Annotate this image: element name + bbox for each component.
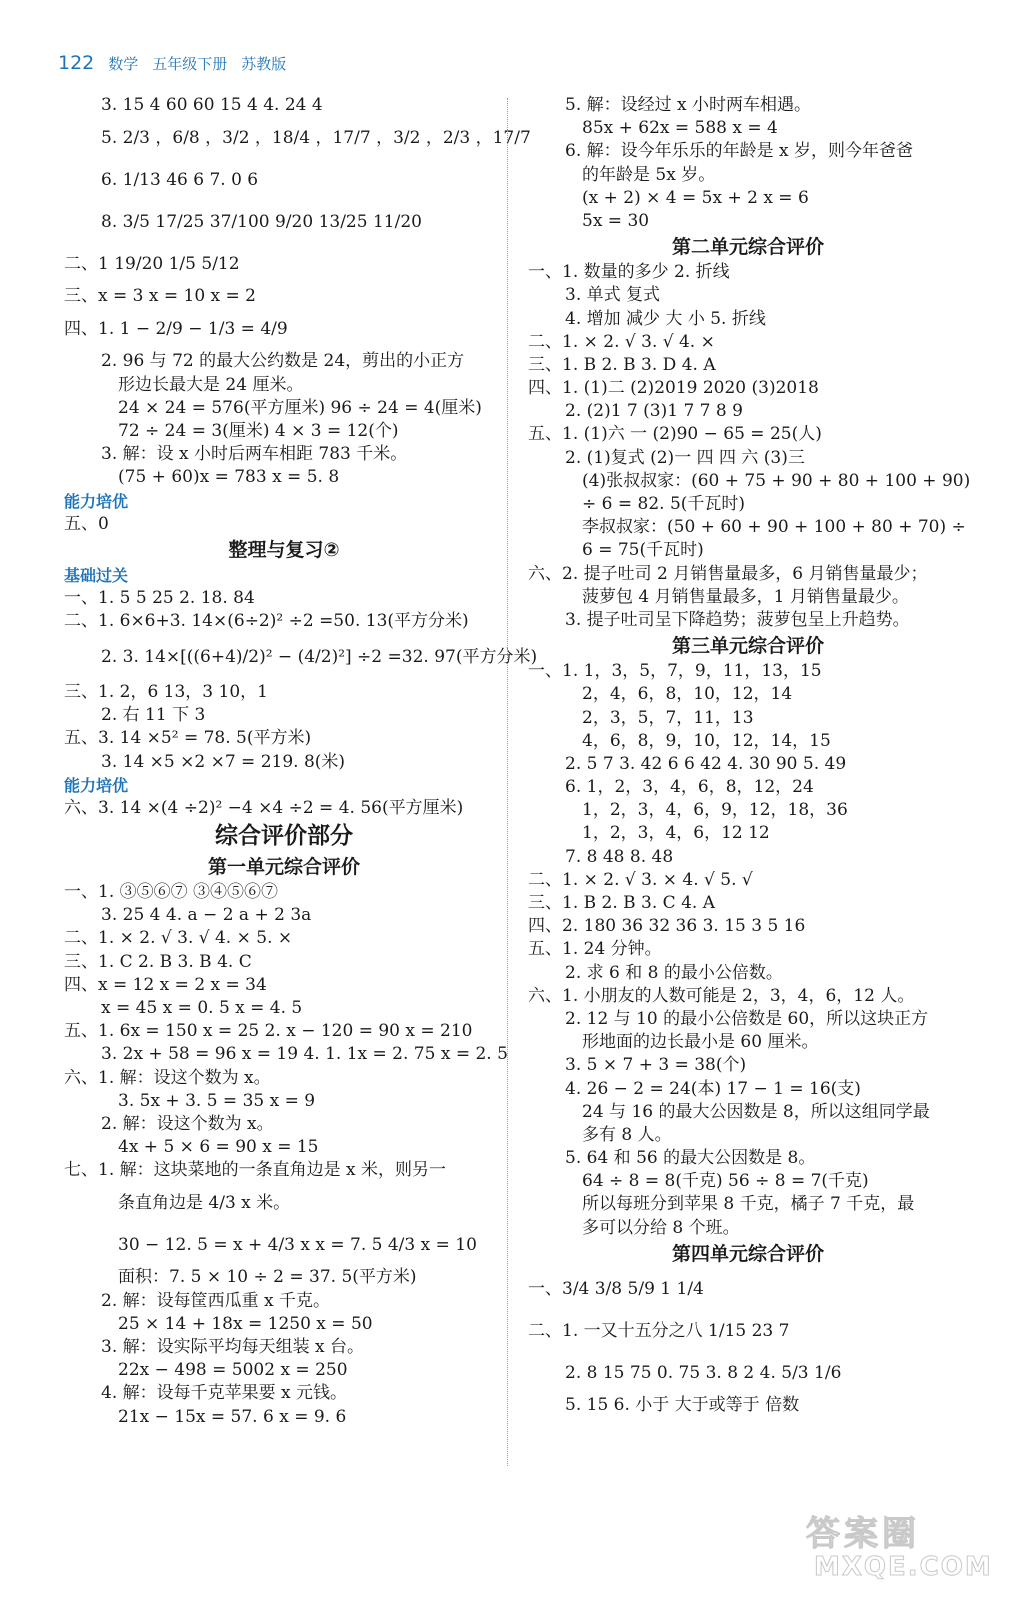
answer-line: 21x − 15x = 57. 6 x = 9. 6 — [118, 1406, 347, 1427]
answer-line: 菠萝包 4 月销售量最多，1 月销售量最少。 — [582, 586, 909, 607]
answer-line: 3. 5 × 7 + 3 = 38(个) — [565, 1055, 747, 1076]
answer-line: 四、x = 12 x = 2 x = 34 — [64, 974, 267, 995]
answer-line: 形地面的边长最小是 60 厘米。 — [582, 1032, 819, 1053]
edition-label: 苏教版 — [241, 55, 287, 73]
right-answer-column — [528, 94, 971, 1417]
section-heading: 第四单元综合评价 — [671, 1242, 824, 1265]
answer-line: 一、1. 1，3，5，7，9，11，13，15 — [528, 661, 822, 682]
watermark-text: 答案圈 — [806, 1514, 920, 1554]
answer-line: 3. 25 4 4. a − 2 a + 2 3a — [101, 905, 312, 926]
answer-line: 二、1. 一又十五分之八 1/15 23 7 — [528, 1320, 790, 1341]
answer-line: (75 + 60)x = 783 x = 5. 8 — [118, 467, 340, 488]
answer-line: 6. 1/13 46 6 7. 0 6 — [101, 170, 259, 191]
answer-line: 85x + 62x = 588 x = 4 — [582, 118, 778, 139]
subsection-label: 能力培优 — [64, 491, 129, 511]
answer-line: x = 45 x = 0. 5 x = 4. 5 — [101, 997, 303, 1018]
answer-line: 一、1. 数量的多少 2. 折线 — [528, 262, 730, 283]
answer-line: 七、1. 解：这块菜地的一条直角边是 x 米，则另一 — [64, 1160, 447, 1181]
answer-line: 2. 5 7 3. 42 6 6 42 4. 30 90 5. 49 — [565, 753, 847, 774]
answer-line: 3. 单式 复式 — [565, 285, 661, 306]
answer-line: 一、1. 5 5 25 2. 18. 84 — [64, 587, 255, 608]
answer-line: 条直角边是 4/3 x 米。 — [118, 1193, 291, 1214]
answer-line: 二、1. 6×6+3. 14×(6÷2)² ÷2 =50. 13(平方分米) — [64, 610, 469, 631]
answer-line: 6. 1，2，3，4，6，8，12，24 — [565, 777, 814, 798]
answer-line: 2. 解：设这个数为 x。 — [101, 1113, 274, 1134]
answer-line: 1，2，3，4，6，9，12，18，36 — [582, 800, 848, 821]
answer-line: 5. 解：设经过 x 小时两车相遇。 — [565, 95, 812, 115]
column-divider — [507, 98, 508, 1466]
answer-line: (4)张叔叔家：(60 + 75 + 90 + 80 + 100 + 90) — [582, 470, 971, 491]
answer-line: 4. 26 − 2 = 24(本) 17 − 1 = 16(支) — [565, 1078, 861, 1099]
answer-line: 六、2. 提子吐司 2 月销售量最多，6 月销售量最少； — [528, 563, 928, 584]
answer-line: 3. 解：设 x 小时后两车相距 783 千米。 — [101, 444, 408, 465]
grade-label: 五年级下册 — [152, 55, 228, 73]
answer-line: 3. 14 ×5 ×2 ×7 = 219. 8(米) — [101, 751, 346, 772]
answer-line: 1，2，3，4，6，12 12 — [582, 823, 770, 844]
answer-line: 一、3/4 3/8 5/9 1 1/4 — [528, 1278, 704, 1299]
answer-line: 3. 2x + 58 = 96 x = 19 4. 1. 1x = 2. 75 x = 2. 5 — [101, 1044, 508, 1065]
answer-line: 三、1. B 2. B 3. C 4. A — [528, 893, 715, 913]
answer-line: 64 ÷ 8 = 8(千克) 56 ÷ 8 = 7(千克) — [582, 1171, 869, 1192]
watermark-url: MXQE.COM — [814, 1552, 993, 1582]
section-heading: 综合评价部分 — [215, 823, 353, 849]
answer-line: 3. 解：设实际平均每天组装 x 台。 — [101, 1337, 365, 1357]
answer-line: 一、1. ③⑤⑥⑦ ③④⑤⑥⑦ — [64, 882, 279, 902]
answer-line: 3. 提子吐司呈下降趋势；菠萝包呈上升趋势。 — [565, 609, 910, 630]
answer-line: 五、0 — [64, 513, 109, 534]
answer-line: 4. 增加 减少 大 小 5. 折线 — [565, 308, 766, 329]
answer-line: 六、1. 小朋友的人数可能是 2，3，4，6，12 人。 — [528, 985, 915, 1006]
answer-line: 多可以分给 8 个班。 — [582, 1217, 740, 1238]
subject-label: 数学 — [108, 55, 139, 73]
answer-line: 二、1. × 2. √ 3. √ 4. × — [528, 331, 715, 352]
subsection-label: 基础过关 — [64, 565, 129, 585]
page-number: 122 — [58, 52, 95, 74]
answer-line: 24 与 16 的最大公因数是 8，所以这组同学最 — [582, 1101, 930, 1122]
answer-line: 2. 右 11 下 3 — [101, 705, 206, 726]
answer-line: (x + 2) × 4 = 5x + 2 x = 6 — [582, 187, 809, 208]
answer-line: 五、1. 6x = 150 x = 25 2. x − 120 = 90 x = 210 — [64, 1021, 473, 1042]
answer-line: 面积：7. 5 × 10 ÷ 2 = 37. 5(平方米) — [118, 1267, 417, 1288]
answer-line: 五、3. 14 ×5² = 78. 5(平方米) — [64, 728, 312, 749]
answer-line: 五、1. (1)六 一 (2)90 − 65 = 25(人) — [528, 424, 822, 445]
answer-line: 四、1. (1)二 (2)2019 2020 (3)2018 — [528, 378, 819, 399]
section-heading: 第三单元综合评价 — [671, 635, 824, 658]
answer-line: 2. 求 6 和 8 的最小公倍数。 — [565, 962, 783, 983]
answer-line: 四、1. 1 − 2/9 − 1/3 = 4/9 — [64, 319, 288, 340]
answer-line: 24 × 24 = 576(平方厘米) 96 ÷ 24 = 4(厘米) — [118, 397, 482, 418]
answer-line: 6 = 75(千瓦时) — [582, 540, 704, 561]
answer-line: 4. 解：设每千克苹果要 x 元钱。 — [101, 1383, 348, 1404]
answer-line: 三、x = 3 x = 10 x = 2 — [64, 286, 256, 307]
answer-line: 三、1. C 2. B 3. B 4. C — [64, 951, 252, 972]
answer-line: 6. 解：设今年乐乐的年龄是 x 岁，则今年爸爸 — [565, 141, 914, 162]
answer-line: 二、1. × 2. √ 3. × 4. √ 5. √ — [528, 869, 753, 890]
answer-line: 所以每班分到苹果 8 千克，橘子 7 千克，最 — [582, 1194, 915, 1215]
answer-line: 4x + 5 × 6 = 90 x = 15 — [118, 1137, 319, 1158]
subsection-label: 能力培优 — [64, 775, 129, 795]
page-header — [58, 52, 286, 82]
answer-line: 5. 2/3 ，6/8 ，3/2 ，18/4 ，17/7 ，3/2 ，2/3 ，17/7 — [101, 128, 531, 149]
answer-line: 5. 15 6. 小于 大于或等于 倍数 — [565, 1394, 800, 1415]
answer-line: 8. 3/5 17/25 37/100 9/20 13/25 11/20 — [101, 212, 422, 233]
answer-line: 五、1. 24 分钟。 — [528, 939, 662, 960]
watermark-logo — [806, 1504, 1006, 1586]
answer-line: 三、1. B 2. B 3. D 4. A — [528, 354, 716, 375]
answer-line: 2. 12 与 10 的最小公倍数是 60，所以这块正方 — [565, 1008, 929, 1029]
answer-line: 2. 8 15 75 0. 75 3. 8 2 4. 5/3 1/6 — [565, 1362, 842, 1383]
section-heading: 整理与复习② — [228, 538, 340, 561]
answer-line: 形边长最大是 24 厘米。 — [118, 374, 304, 395]
answer-line: 3. 15 4 60 60 15 4 4. 24 4 — [101, 95, 323, 115]
answer-line: 三、1. 2，6 13，3 10，1 — [64, 682, 268, 703]
answer-line: 2. 96 与 72 的最大公约数是 24，剪出的小正方 — [101, 351, 465, 372]
answer-line: 二、1 19/20 1/5 5/12 — [64, 254, 240, 275]
answer-line: 7. 8 48 8. 48 — [565, 846, 674, 867]
answer-line: 30 − 12. 5 = x + 4/3 x x = 7. 5 4/3 x = 10 — [118, 1235, 477, 1256]
answer-line: 2. 3. 14×[((6+4)/2)² − (4/2)²] ÷2 =32. 97(平方分米) — [101, 647, 538, 668]
answer-line: 六、3. 14 ×(4 ÷2)² −4 ×4 ÷2 = 4. 56(平方厘米) — [64, 797, 464, 818]
answer-line: 四、2. 180 36 32 36 3. 15 3 5 16 — [528, 916, 806, 937]
answer-line: 多有 8 人。 — [582, 1124, 672, 1145]
answer-line: 六、1. 解：设这个数为 x。 — [64, 1067, 271, 1088]
answer-line: 5. 64 和 56 的最大公因数是 8。 — [565, 1148, 816, 1169]
answer-line: 25 × 14 + 18x = 1250 x = 50 — [118, 1313, 373, 1334]
answer-line: 李叔叔家：(50 + 60 + 90 + 100 + 80 + 70) ÷ — [582, 517, 966, 538]
answer-line: 22x − 498 = 5002 x = 250 — [118, 1360, 348, 1381]
answer-line: 2. (1)复式 (2)一 四 四 六 (3)三 — [565, 447, 805, 468]
answer-line: 5x = 30 — [582, 210, 650, 231]
answer-line: 2. 解：设每筐西瓜重 x 千克。 — [101, 1290, 331, 1311]
section-heading: 第一单元综合评价 — [207, 856, 360, 878]
answer-line: 2. (2)1 7 (3)1 7 7 8 9 — [565, 401, 743, 422]
answer-line: 72 ÷ 24 = 3(厘米) 4 × 3 = 12(个) — [118, 420, 399, 441]
answer-line: 2，3，5，7，11，13 — [582, 707, 754, 728]
answer-line: 2，4，6，8，10，12，14 — [582, 684, 793, 705]
answer-line: 的年龄是 5x 岁。 — [582, 164, 716, 185]
answer-line: ÷ 6 = 82. 5(千瓦时) — [582, 494, 746, 514]
answer-line: 3. 5x + 3. 5 = 35 x = 9 — [118, 1090, 316, 1111]
left-answer-column — [64, 94, 538, 1429]
answer-line: 4，6，8，9，10，12，14，15 — [582, 730, 831, 751]
answer-line: 二、1. × 2. √ 3. √ 4. × 5. × — [64, 928, 293, 949]
section-heading: 第二单元综合评价 — [671, 236, 824, 259]
